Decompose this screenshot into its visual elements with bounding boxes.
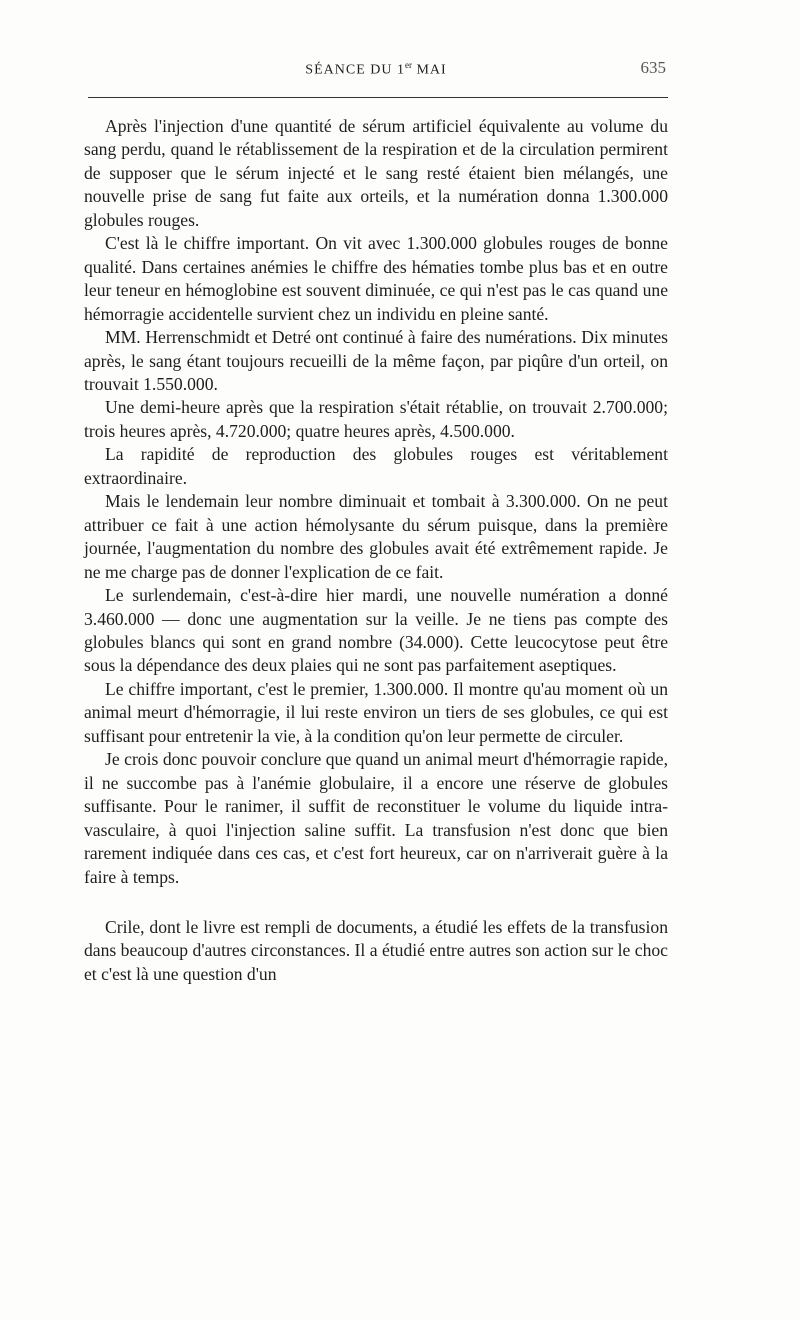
running-title-suffix: MAI (411, 62, 447, 78)
header-rule (88, 97, 668, 98)
book-page (84, 0, 668, 1321)
running-title (84, 60, 668, 79)
paragraph: Le chiffre important, c'est le premier, 1.300.000. Il montre qu'au moment où un animal meurt d'hémorragie, il lui reste environ un tiers de ses globules, ce qui est suffisant pour entretenir la vie, à la condition qu'on leur permette de circuler. (84, 678, 668, 746)
running-head (84, 58, 668, 80)
running-title-superscript: er (404, 60, 412, 70)
paragraph: Crile, dont le livre est rempli de documents, a étudié les effets de la transfusion dans beaucoup d'autres circonstances. Il a étudié entre autres son action sur le choc et c'est là une question d'un (84, 916, 668, 984)
page-number: 635 (640, 58, 666, 77)
body-text (84, 115, 668, 986)
paragraph: C'est là le chiffre important. On vit avec 1.300.000 globules rouges de bonne qualité. Dans certaines anémies le chiffre des hématies tombe plus bas et en outre leur teneur en hémoglobine est souvent diminuée, ce qui n'est pas le cas quand une hémorragie accidentelle survient chez un individu en pleine santé. (84, 233, 668, 324)
paragraph: La rapidité de reproduction des globules rouges est véritablement extraordinaire. (84, 444, 668, 488)
paragraph: MM. Herrenschmidt et Detré ont continué à faire des numérations. Dix minutes après, le sang étant toujours recueilli de la même façon, par piqûre d'un orteil, on trouvait 1.550.000. (84, 327, 668, 394)
paragraph: Je crois donc pouvoir conclure que quand un animal meurt d'hémorragie rapide, il ne succombe pas à l'anémie globulaire, il a encore une réserve de globules suffisante. Pour le ranimer, il suffit de reconstituer le volume du liquide intra-vasculaire, à quoi l'injection saline suffit. La transfusion n'est donc que bien rarement indiquée dans ces cas, et c'est fort heureux, car on n'arriverait guère à la faire à temps. (84, 749, 668, 887)
paragraph: Le surlendemain, c'est-à-dire hier mardi, une nouvelle numération a donné 3.460.000 — donc une augmentation sur la veille. Je ne tiens pas compte des globules blancs qui sont en grand nombre (34.000). Cette leucocytose peut être sous la dépendance des deux plaies qui ne sont pas parfaitement aseptiques. (84, 585, 668, 676)
paragraph: Une demi-heure après que la respiration s'était rétablie, on trouvait 2.700.000; trois heures après, 4.720.000; quatre heures après, 4.500.000. (84, 397, 668, 441)
running-title-prefix: SÉANCE DU 1 (305, 62, 405, 78)
paragraph: Mais le lendemain leur nombre diminuait et tombait à 3.300.000. On ne peut attribuer ce fait à une action hémolysante du sérum puisque, dans la première journée, l'augmentation du nombre des globules avait été extrêmement rapide. Je ne me charge pas de donner l'explication de ce fait. (84, 491, 668, 582)
paragraph: Après l'injection d'une quantité de sérum artificiel équivalente au volume du sang perdu, quand le rétablissement de la respiration et de la circulation permirent de supposer que le sérum injecté et le sang resté étaient bien mélangés, une nouvelle prise de sang fut faite aux orteils, et la numération donna 1.300.000 globules rouges. (84, 116, 668, 230)
